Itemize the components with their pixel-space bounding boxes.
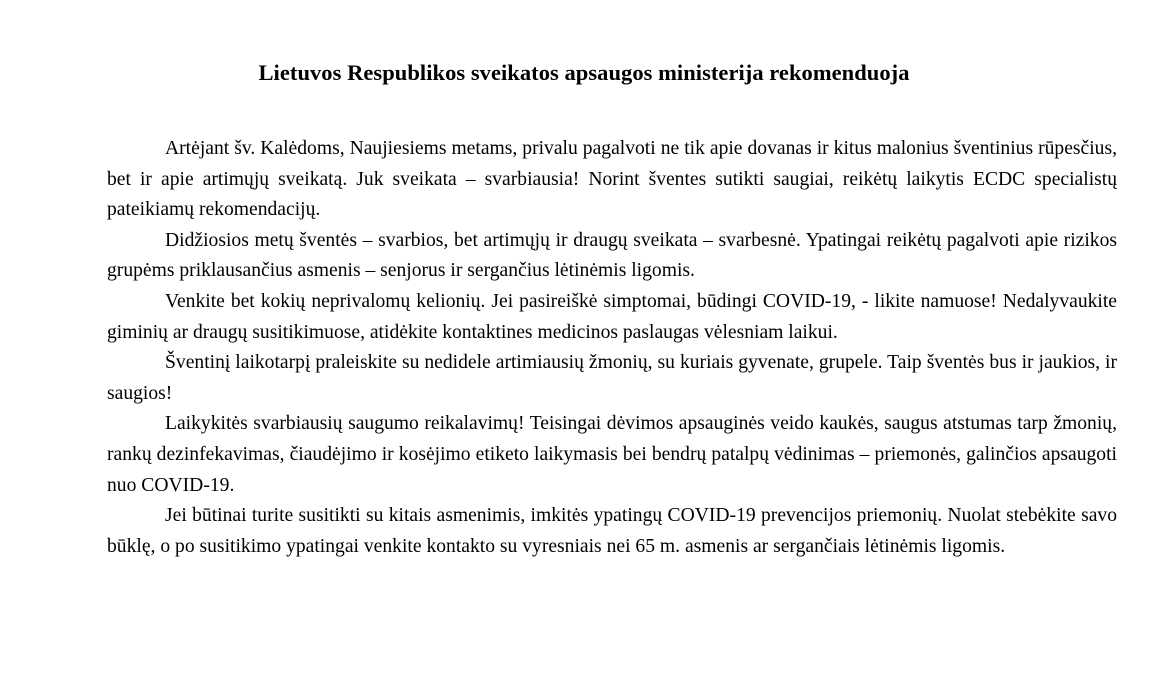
paragraph-risk-groups: Didžiosios metų šventės – svarbios, bet artimųjų ir draugų sveikata – svarbesnė. Ypatingai reikėtų pagalvoti apie rizikos grupėms priklausančius asmenis – senjorus ir sergančius lėtinėmis ligomis.	[107, 229, 1117, 282]
document-body	[107, 134, 1117, 562]
paragraph-small-group: Šventinį laikotarpį praleiskite su nedidele artimiausių žmonių, su kuriais gyvenate, grupele. Taip šventės bus ir jaukios, ir saugios!	[107, 352, 1117, 404]
paragraph-safety-requirements: Laikykitės svarbiausių saugumo reikalavimų! Teisingai dėvimos apsauginės veido kaukės, saugus atstumas tarp žmonių, rankų dezinfekavimas, čiaudėjimo ir kosėjimo etiketo laikymasis bei bendrų patalpų vėdinimas – priemonės, galinčios apsaugoti nuo COVID-19.	[107, 413, 1117, 496]
paragraph-avoid-travel: Venkite bet kokių neprivalomų kelionių. Jei pasireiškė simptomai, būdingi COVID-19, - likite namuose! Nedalyvaukite giminių ar draugų susitikimuose, atidėkite kontaktines medicinos paslaugas vėlesniam laikui.	[107, 290, 1117, 343]
paragraph-prevention-measures: Jei būtinai turite susitikti su kitais asmenimis, imkitės ypatingų COVID-19 prevencijos priemonių. Nuolat stebėkite savo būklę, o po susitikimo ypatingai venkite kontakto su vyresniais nei 65 m. asmenis ar sergančiais lėtinėmis ligomis.	[107, 505, 1117, 557]
document-title: Lietuvos Respublikos sveikatos apsaugos ministerija rekomenduoja	[258, 60, 910, 85]
paragraph-holidays-intro: Artėjant šv. Kalėdoms, Naujiesiems metams, privalu pagalvoti ne tik apie dovanas ir kitus malonius šventinius rūpesčius, bet ir apie artimųjų sveikatą. Juk sveikata – svarbiausia! Norint šventes sutikti saugiai, reikėtų laikytis ECDC specialistų pateikiamų rekomendacijų.	[107, 138, 1117, 221]
